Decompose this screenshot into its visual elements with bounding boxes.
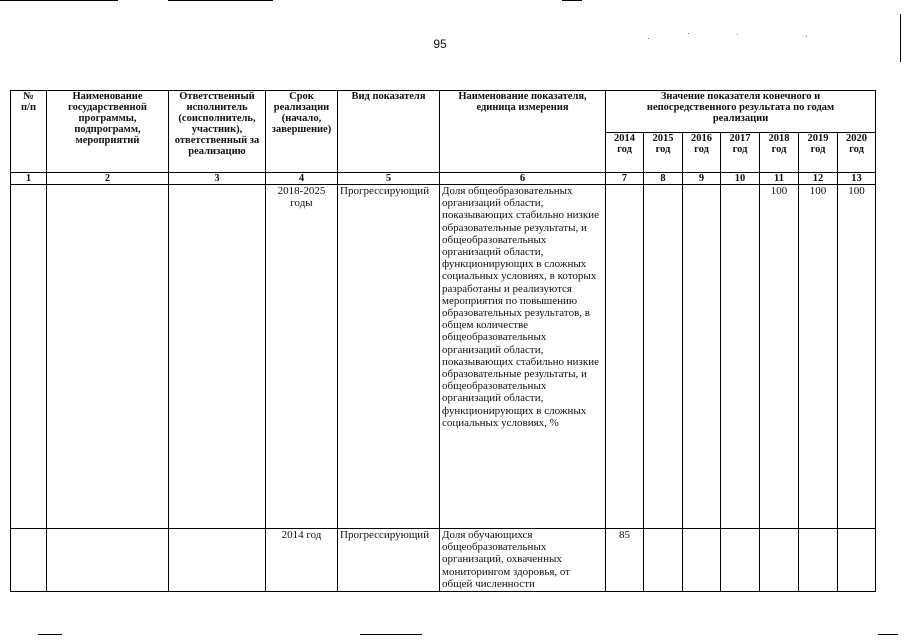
cell-num — [11, 529, 47, 592]
column-number: 7 — [606, 173, 644, 185]
header-year: 2020 год — [838, 133, 876, 173]
cell-value-2017 — [721, 529, 760, 592]
column-number: 6 — [440, 173, 606, 185]
page-number: 95 — [433, 37, 447, 51]
table-row — [11, 185, 876, 529]
scan-speck — [737, 34, 738, 35]
column-number: 10 — [721, 173, 760, 185]
column-number: 8 — [644, 173, 683, 185]
header-year: 2014 год — [606, 133, 644, 173]
cell-indicator-name: Доля обучающихся общеобразовательных организаций, охваченных мониторингом здоровья, от общей численности — [440, 529, 606, 592]
cell-period: 2014 год — [266, 529, 338, 592]
header-year: 2016 год — [683, 133, 721, 173]
cell-value-2016 — [683, 529, 721, 592]
scan-edge-mark-right — [900, 14, 901, 62]
cell-indicator-name: Доля общеобразовательных организаций области, показывающих стабильно низкие образовательные результаты, и общеобразовательных организаций области, функционирующих в сложных социальных условиях, в которых разработаны и реализуются мероприятия по повышению образовательных результатов, в общем количестве общеобразовательных организаций области, показывающих стабильно низкие образовательные результаты, и общеобразовательных организаций области, функционирующих в сложных социальных условиях, % — [440, 185, 606, 529]
column-number: 13 — [838, 173, 876, 185]
column-number: 9 — [683, 173, 721, 185]
column-number: 3 — [169, 173, 266, 185]
header-period: Срок реализации (начало, завершение) — [266, 91, 338, 173]
scan-edge-line-bottom-left — [38, 634, 62, 635]
cell-value-2014 — [606, 185, 644, 529]
column-number: 1 — [11, 173, 47, 185]
cell-value-2018 — [760, 529, 799, 592]
column-number: 12 — [799, 173, 838, 185]
header-year: 2015 год — [644, 133, 683, 173]
header-indicator-name: Наименование показателя, единица измерения — [440, 91, 606, 173]
cell-value-2019: 100 — [799, 185, 838, 529]
column-number: 2 — [47, 173, 169, 185]
table-row — [11, 529, 876, 592]
cell-period: 2018-2025 годы — [266, 185, 338, 529]
cell-executor — [169, 185, 266, 529]
cell-executor — [169, 529, 266, 592]
header-indicator-type: Вид показателя — [338, 91, 440, 173]
column-number: 4 — [266, 173, 338, 185]
header-year: 2018 год — [760, 133, 799, 173]
cell-value-2020: 100 — [838, 185, 876, 529]
header-values-group: Значение показателя конечного и непосредственного результата по годам реализации — [606, 91, 876, 133]
scan-edge-line-top-right — [562, 0, 582, 1]
cell-num — [11, 185, 47, 529]
cell-indicator-type: Прогрессирующий — [338, 185, 440, 529]
column-number: 11 — [760, 173, 799, 185]
header-num: № п/п — [11, 91, 47, 173]
cell-program-name — [47, 185, 169, 529]
header-executor: Ответственный исполнитель (соисполнитель, участник), ответственный за реализацию — [169, 91, 266, 173]
cell-value-2015 — [644, 185, 683, 529]
scan-edge-line-top-left — [0, 0, 118, 1]
results-table — [10, 90, 876, 592]
header-year: 2017 год — [721, 133, 760, 173]
column-numbers-row — [11, 173, 876, 185]
cell-value-2019 — [799, 529, 838, 592]
cell-value-2017 — [721, 185, 760, 529]
cell-value-2014: 85 — [606, 529, 644, 592]
column-number: 5 — [338, 173, 440, 185]
header-program-name: Наименование государственной программы, подпрограмм, мероприятий — [47, 91, 169, 173]
cell-value-2018: 100 — [760, 185, 799, 529]
cell-value-2015 — [644, 529, 683, 592]
scan-speck — [688, 33, 689, 34]
cell-program-name — [47, 529, 169, 592]
scan-edge-line-top-center — [168, 0, 273, 1]
cell-indicator-type: Прогрессирующий — [338, 529, 440, 592]
cell-value-2020 — [838, 529, 876, 592]
scan-edge-line-bottom-right — [878, 634, 898, 635]
header-row — [11, 91, 876, 133]
scan-edge-line-bottom-center — [360, 634, 422, 635]
cell-value-2016 — [683, 185, 721, 529]
header-year: 2019 год — [799, 133, 838, 173]
